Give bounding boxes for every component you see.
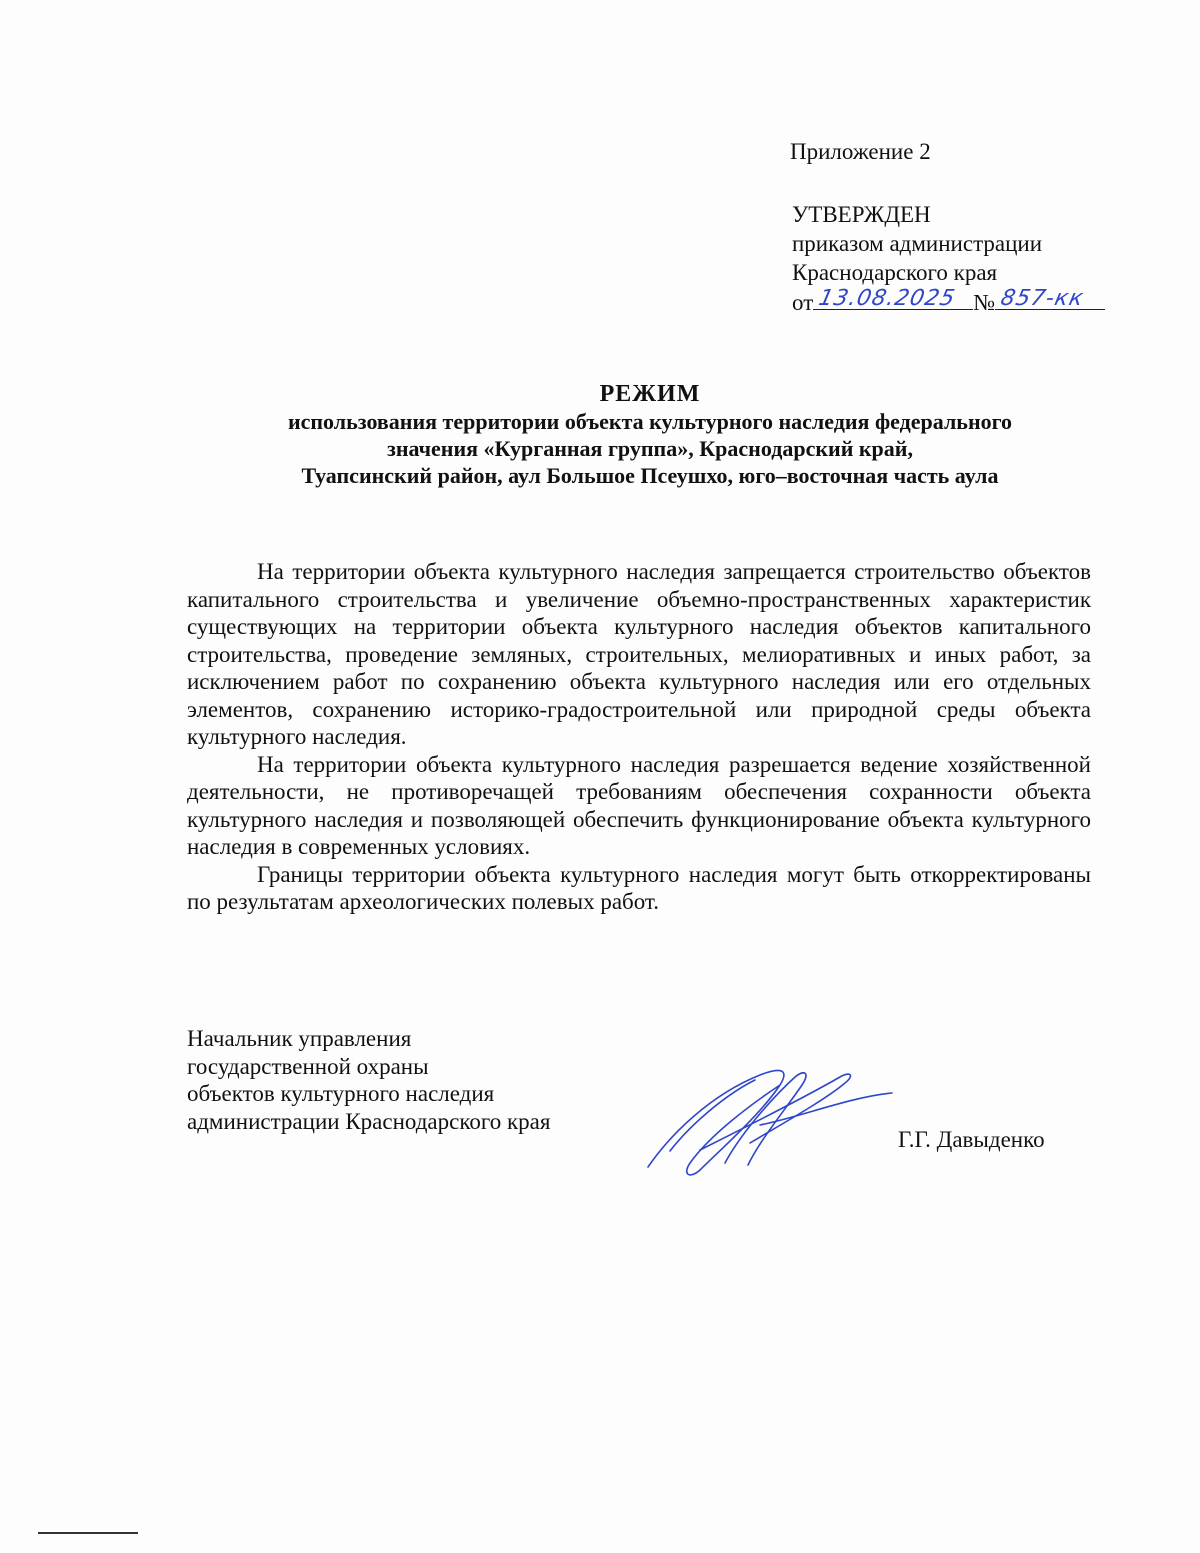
handwritten-signature [630,1055,900,1180]
body-paragraph: На территории объекта культурного наследия разрешается ведение хозяйственной деятельности, не противоречащей требованиям обеспечения сохранности объекта культурного наследия и позволяющей обеспечить функционирование объекта культурного наследия в современных условиях. [187,751,1091,859]
handwritten-date: 13.08.2025 [816,286,958,311]
title-line-3: Туапсинский район, аул Большое Псеушхо, юго–восточная часть аула [301,463,999,488]
title-line-2: значения «Курганная группа», Краснодарский край, [387,436,913,461]
date-blank [813,287,973,310]
signer-position-line-3: объектов культурного наследия [187,1081,495,1106]
signer-position-line-4: администрации Краснодарского края [187,1108,551,1134]
appendix-label [790,138,931,165]
signer-position [187,1025,550,1135]
approval-stamp-block [792,200,1105,317]
document-body [187,558,1091,916]
signer-position-line-2: государственной охраны [187,1053,429,1079]
title-main: РЕЖИМ [599,381,701,407]
title-line-1: использования территории объекта культурного наследия федерального [287,409,1013,434]
number-blank [995,287,1105,310]
number-prefix: № [973,290,996,315]
approved-by-line-2: Краснодарского края [792,260,998,285]
signer-position-line-1: Начальник управления [187,1026,412,1051]
date-prefix: от [792,290,814,315]
document-title [150,380,1150,489]
appendix-text: Приложение 2 [790,139,931,164]
approved-heading: УТВЕРЖДЕН [792,202,931,227]
approved-by-line-1: приказом администрации [792,231,1043,256]
order-date-number-line [792,287,1105,317]
body-paragraph: Границы территории объекта культурного наследия могут быть откорректированы по результатам археологических полевых работ. [187,861,1091,914]
signer-name: Г.Г. Давыденко [898,1127,1045,1152]
footer-divider [38,1532,138,1534]
handwritten-number: 857-кк [998,286,1087,311]
body-paragraph: На территории объекта культурного наследия запрещается строительство объектов капитального строительства и увеличение объемно-пространственных характеристик существующих на территории объекта культурного наследия объектов капитального строительства, проведение земляных, строительных, мелиоративных и иных работ, за исключением работ по сохранению объекта культурного наследия или его отдельных элементов, сохранению историко-градостроительной или природной среды объекта культурного наследия. [187,559,1091,749]
